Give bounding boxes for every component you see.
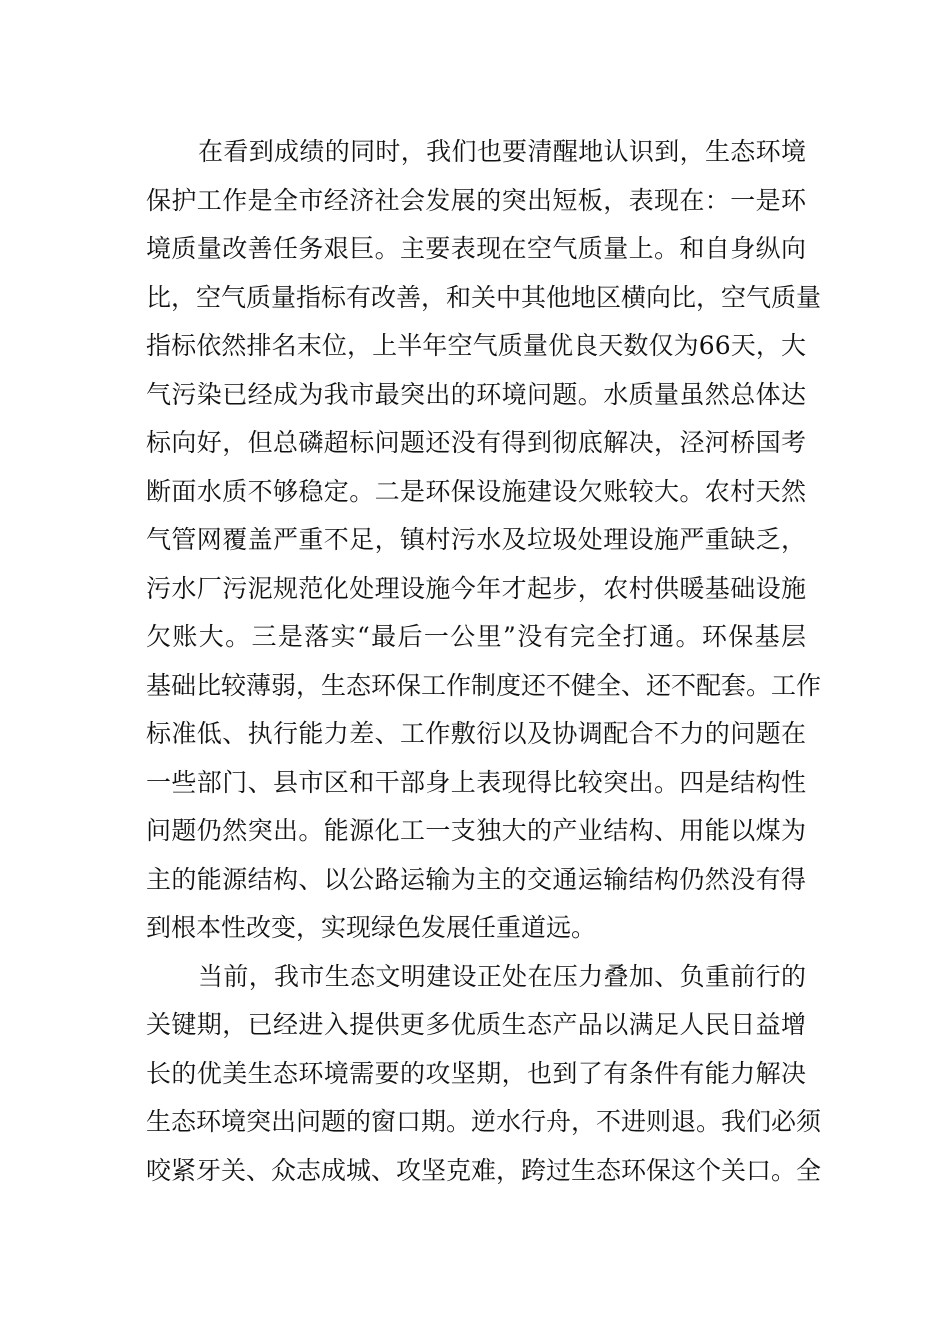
text-line: 保护工作是全市经济社会发展的突出短板，表现在：一是环 [146, 185, 806, 215]
text-line: 欠账大。三是落实“最后一公里”没有完全打通。环保基层 [146, 622, 806, 651]
text-line: 标准低、执行能力差、工作敷衍以及协调配合不力的问题在 [146, 719, 806, 748]
text-line: 比，空气质量指标有改善，和关中其他地区横向比，空气质量 [146, 282, 822, 312]
text-line: 生态环境突出问题的窗口期。逆水行舟，不进则退。我们必须 [146, 1107, 822, 1136]
text-line: 境质量改善任务艰巨。主要表现在空气质量上。和自身纵向 [146, 234, 806, 263]
text-line: 问题仍然突出。能源化工一支独大的产业结构、用能以煤为 [146, 816, 806, 845]
text-line: 污水厂污泥规范化处理设施今年才起步，农村供暖基础设施 [146, 573, 806, 603]
text-line: 气污染已经成为我市最突出的环境问题。水质量虽然总体达 [146, 379, 806, 409]
paragraph-2 [146, 953, 822, 1196]
paragraph-1 [146, 128, 822, 953]
text-line: 标向好，但总磷超标问题还没有得到彻底解决，泾河桥国考 [146, 428, 806, 457]
text-line: 长的优美生态环境需要的攻坚期，也到了有条件有能力解决 [146, 1058, 806, 1088]
text-line: 气管网覆盖严重不足，镇村污水及垃圾处理设施严重缺乏， [146, 525, 806, 554]
text-line: 在看到成绩的同时，我们也要清醒地认识到，生态环境 [198, 137, 806, 166]
text-line: 指标依然排名末位，上半年空气质量优良天数仅为66天，大 [146, 331, 806, 360]
text-line: 咬紧牙关、众志成城、攻坚克难，跨过生态环保这个关口。全 [146, 1155, 822, 1185]
text-line: 关键期，已经进入提供更多优质生态产品以满足人民日益增 [146, 1010, 806, 1039]
text-line: 基础比较薄弱，生态环保工作制度还不健全、还不配套。工作 [146, 670, 822, 700]
text-line: 断面水质不够稳定。二是环保设施建设欠账较大。农村天然 [146, 476, 806, 506]
text-line: 到根本性改变，实现绿色发展任重道远。 [146, 913, 597, 942]
text-line: 当前，我市生态文明建设正处在压力叠加、负重前行的 [198, 961, 806, 991]
text-line: 一些部门、县市区和干部身上表现得比较突出。四是结构性 [146, 767, 806, 797]
text-line: 主的能源结构、以公路运输为主的交通运输结构仍然没有得 [146, 864, 806, 894]
document-body [146, 128, 822, 1195]
